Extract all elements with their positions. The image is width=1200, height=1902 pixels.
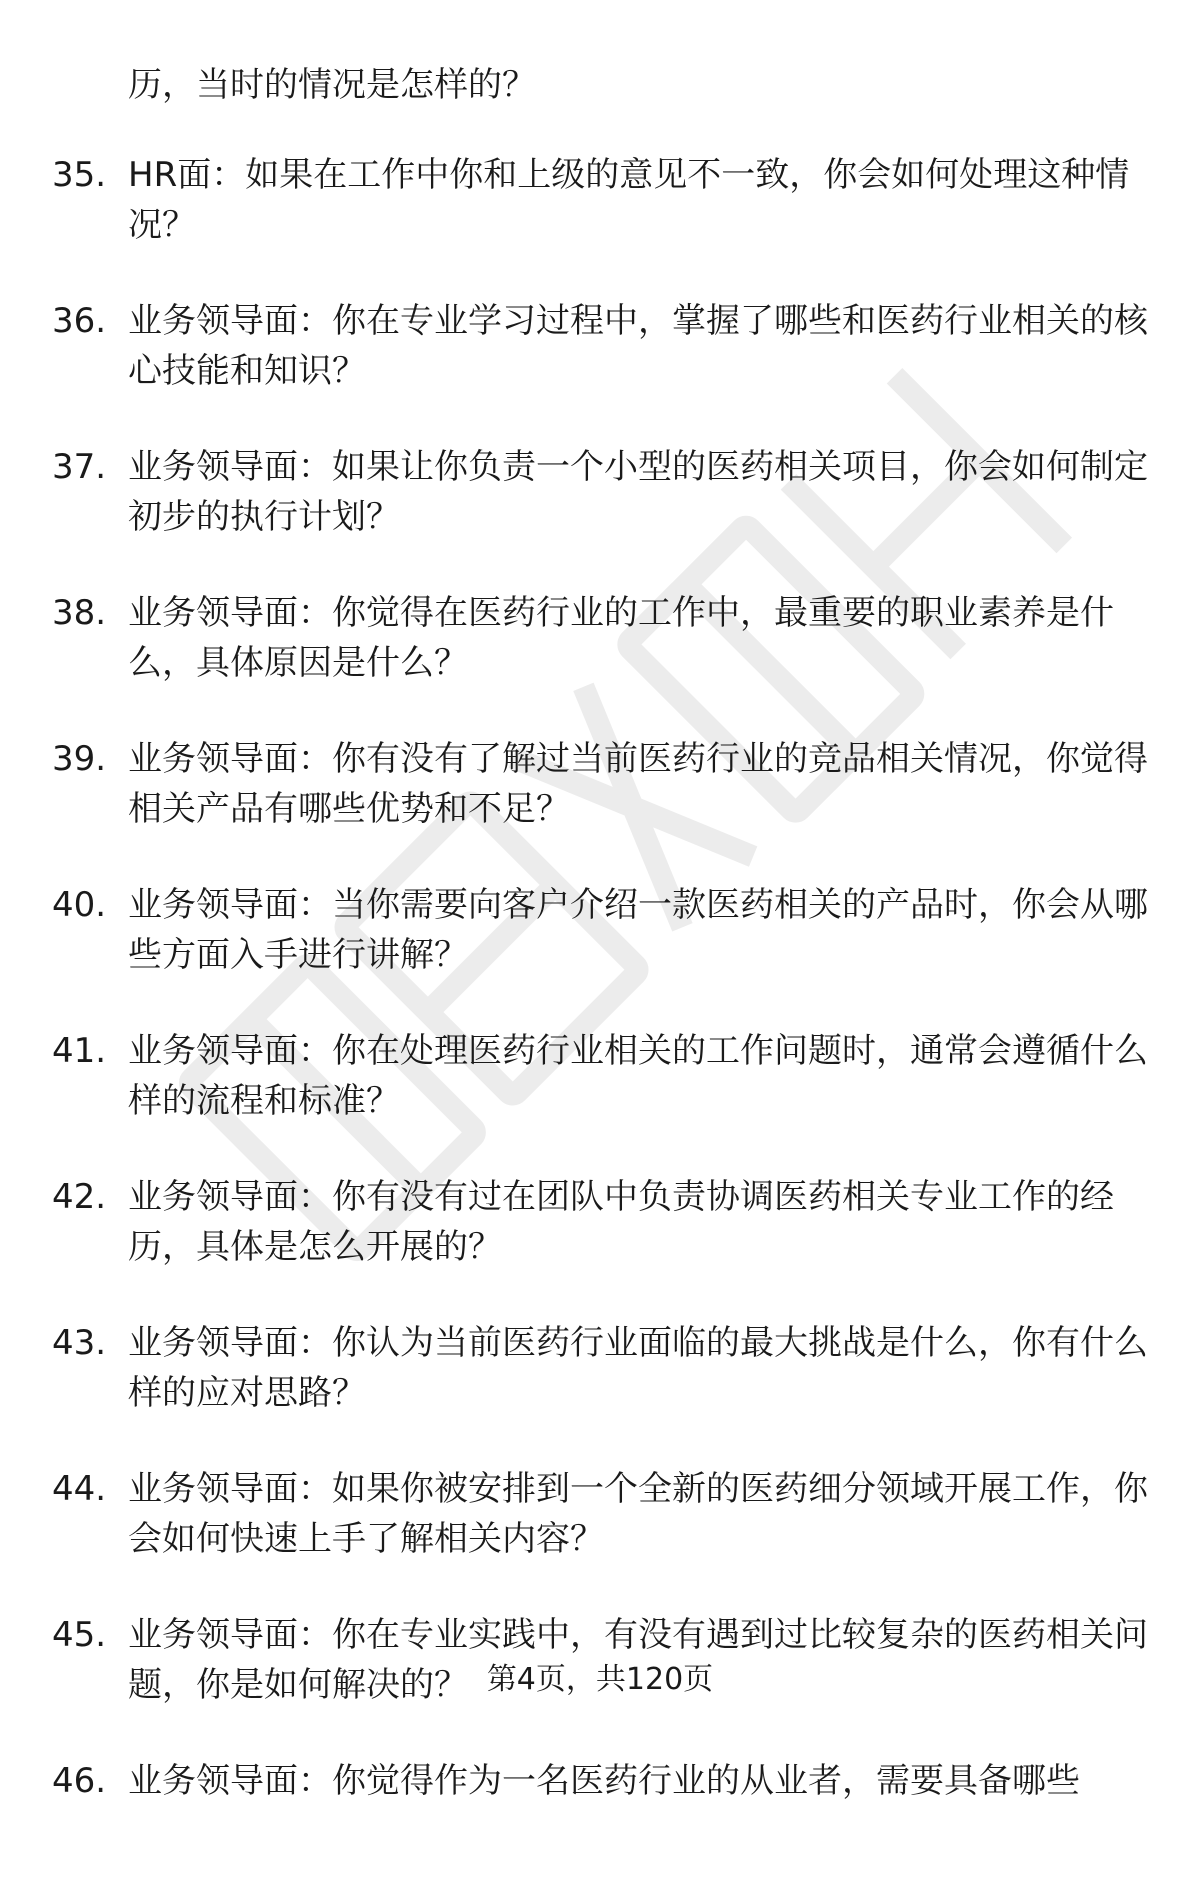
question-number: 43. [52,1323,107,1363]
question-text: 业务领导面：你觉得在医药行业的工作中，最重要的职业素养是什么，具体原因是什么？ [128,593,1114,683]
question-item [0,1756,1200,1902]
question-text: HR面：如果在工作中你和上级的意见不一致，你会如何处理这种情况？ [128,155,1130,245]
question-number: 40. [52,885,107,925]
question-item [0,296,1200,442]
question-text: 业务领导面：你有没有了解过当前医药行业的竞品相关情况，你觉得相关产品有哪些优势和不足？ [128,739,1148,829]
question-item [0,734,1200,880]
question-number: 42. [52,1177,107,1217]
question-item [0,1172,1200,1318]
question-text: 业务领导面：你觉得作为一名医药行业的从业者，需要具备哪些 [128,1761,1080,1801]
question-number: 39. [52,739,107,779]
question-text: 业务领导面：当你需要向客户介绍一款医药相关的产品时，你会从哪些方面入手进行讲解？ [128,885,1148,975]
question-text: 业务领导面：你在处理医药行业相关的工作问题时，通常会遵循什么样的流程和标准？ [128,1031,1148,1121]
question-text: 业务领导面：你认为当前医药行业面临的最大挑战是什么，你有什么样的应对思路？ [128,1323,1148,1413]
question-item [0,442,1200,588]
question-number: 37. [52,447,107,487]
question-item [0,1318,1200,1464]
question-text: 业务领导面：你在专业学习过程中，掌握了哪些和医药行业相关的核心技能和知识？ [128,301,1148,391]
question-number: 46. [52,1761,107,1801]
question-text: 业务领导面：你有没有过在团队中负责协调医药相关专业工作的经历，具体是怎么开展的？ [128,1177,1114,1267]
question-number: 45. [52,1615,107,1655]
question-text: 业务领导面：你在专业实践中，有没有遇到过比较复杂的医药相关问题，你是如何解决的？ [128,1615,1148,1705]
question-number: 44. [52,1469,107,1509]
question-list [0,150,1200,1902]
question-item [0,1026,1200,1172]
question-item [0,588,1200,734]
question-number: 35. [52,155,107,195]
continuation-text: 历，当时的情况是怎样的？ [128,65,536,105]
question-text: 业务领导面：如果让你负责一个小型的医药相关项目，你会如何制定初步的执行计划？ [128,447,1148,537]
question-number: 36. [52,301,107,341]
question-item [0,880,1200,1026]
question-item [0,150,1200,296]
question-number: 38. [52,593,107,633]
page-footer: 第4页，共120页 [486,1662,714,1697]
question-item [0,1464,1200,1610]
question-number: 41. [52,1031,107,1071]
question-text: 业务领导面：如果你被安排到一个全新的医药细分领域开展工作，你会如何快速上手了解相关内容？ [128,1469,1148,1559]
